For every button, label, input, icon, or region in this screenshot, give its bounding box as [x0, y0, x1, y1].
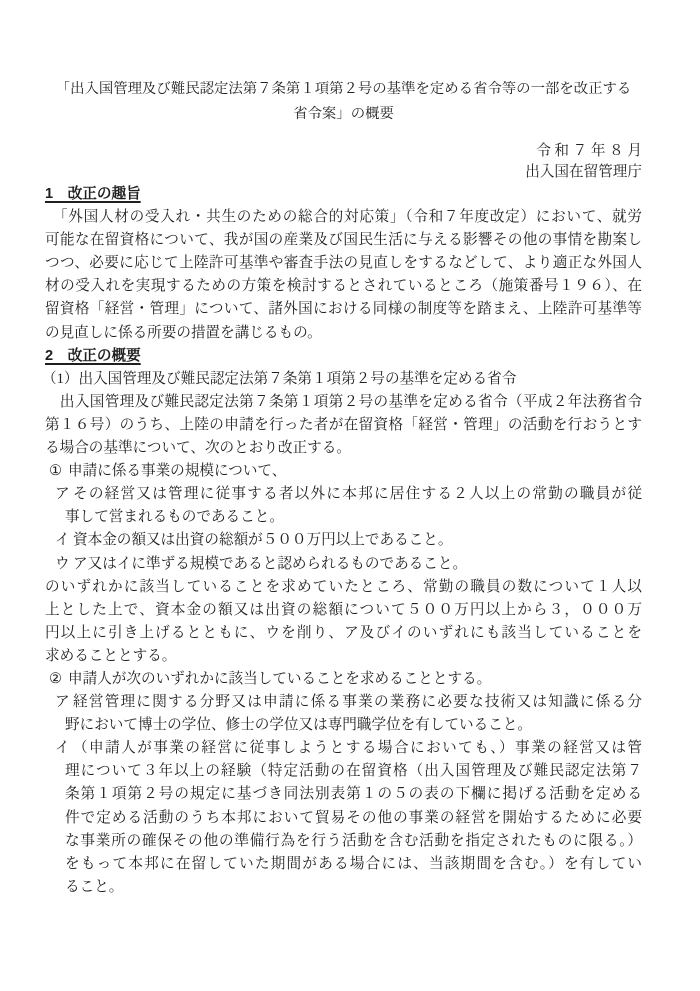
list-item-1b	[45, 529, 642, 552]
item-2-text: 申請人が次のいずれかに該当していることを求めることとする。	[68, 670, 492, 687]
subsection-1-heading: （1）出入国管理及び難民認定法第７条第１項第２号の基準を定める省令	[42, 370, 517, 387]
item-1a-marker: ア	[55, 486, 70, 503]
item-1a-text: その経営又は管理に従事する者以外に本邦に居住する２人以上の常勤の職員が従 事して営まれるものであること。	[65, 486, 642, 526]
item-2a-text: 経営管理に関する分野又は申請に係る事業の業務に必要な技術又は知識に係る分 野において博士の学位、修士の学位又は専門職学位を有していること。	[65, 694, 642, 734]
item-2b-marker: イ	[55, 740, 70, 757]
subsection-1-intro: 出入国管理及び難民認定法第７条第１項第２号の基準を定める省令（平成２年法務省令 第１６号）のうち、上陸の申請を行った者が在留資格「経営・管理」の活動を行おうとす る場合の基準について、次のとおり改正する。	[45, 393, 642, 457]
item-2b-text: （申請人が事業の経営に従事しようとする場合においても、）事業の経営又は管 理について３年以上の経験（特定活動の在留資格（出入国管理及び難民認定法第７ 条第１項第２号の規定に基づき同法別表第１の５の表の下欄に掲げる活動を定める 件で定める活動のうち本邦において貿易その他の事業の経営を開始するために必要 な事業所の確保その他の準備行為を行う活動を含む活動を指定されたものに限る。） をもって本邦に在留していた期間がある場合には、当該期間を含む。）を有してい ること。	[65, 740, 642, 895]
item-1-text: 申請に係る事業の規模について、	[68, 463, 287, 480]
list-item-2	[45, 668, 642, 691]
issuing-agency: 出入国在留管理庁	[525, 164, 642, 180]
item-2a-marker: ア	[55, 694, 70, 711]
document-body	[42, 183, 642, 899]
title-line-2: 省令案」の概要	[293, 106, 394, 122]
item-1b-text: 資本金の額又は出資の総額が５００万円以上であること。	[73, 532, 453, 549]
title-line-1: 「出入国管理及び難民認定法第７条第１項第２号の基準を定める省令等の一部を改正する	[55, 81, 632, 97]
list-item-1	[45, 460, 642, 483]
issue-date: 令 和 ７ 年 ８ 月	[536, 143, 642, 159]
item-1c-text: ア又はイに準ずる規模であると認められるものであること。	[73, 555, 468, 572]
list-item-1a	[45, 483, 642, 529]
list-item-1c	[45, 553, 642, 576]
issuance-block	[45, 141, 642, 183]
document-title	[45, 77, 642, 127]
list-item-2b	[45, 737, 642, 899]
section-1-paragraph: 「外国人材の受入れ・共生のための総合的対応策」（令和７年度改定）において、就労 可能な在留資格について、我が国の産業及び国民生活に与える影響その他の事情を勘案し つつ、必要に応じて上陸許可基準や審査手法の見直しをするなどして、より適正な外国人 材の受入れを実現するための方策を検討するとされているところ（施策番号１９６）、在 留資格「経営・管理」について、諸外国における同様の制度等を踏まえ、上陸許可基準等 の見直しに係る所要の措置を講じるもの。	[45, 209, 642, 341]
section-1-heading: 1 改正の趣旨	[45, 186, 141, 202]
item-1b-marker: イ	[55, 532, 70, 549]
list-item-2a	[45, 691, 642, 737]
item-1-marker: ①	[49, 463, 63, 480]
section-2-heading: 2 改正の概要	[45, 347, 141, 364]
item-1c-marker: ウ	[55, 555, 70, 572]
item-1-closing-paragraph: のいずれかに該当していることを求めていたところ、常勤の職員の数について１人以 上とした上で、資本金の額又は出資の総額について５００万円以上から３，０００万 円以上に引き上げるとともに、ウを削り、ア及びイのいずれにも該当していることを 求めることとする。	[45, 578, 642, 664]
item-2-marker: ②	[49, 670, 63, 687]
